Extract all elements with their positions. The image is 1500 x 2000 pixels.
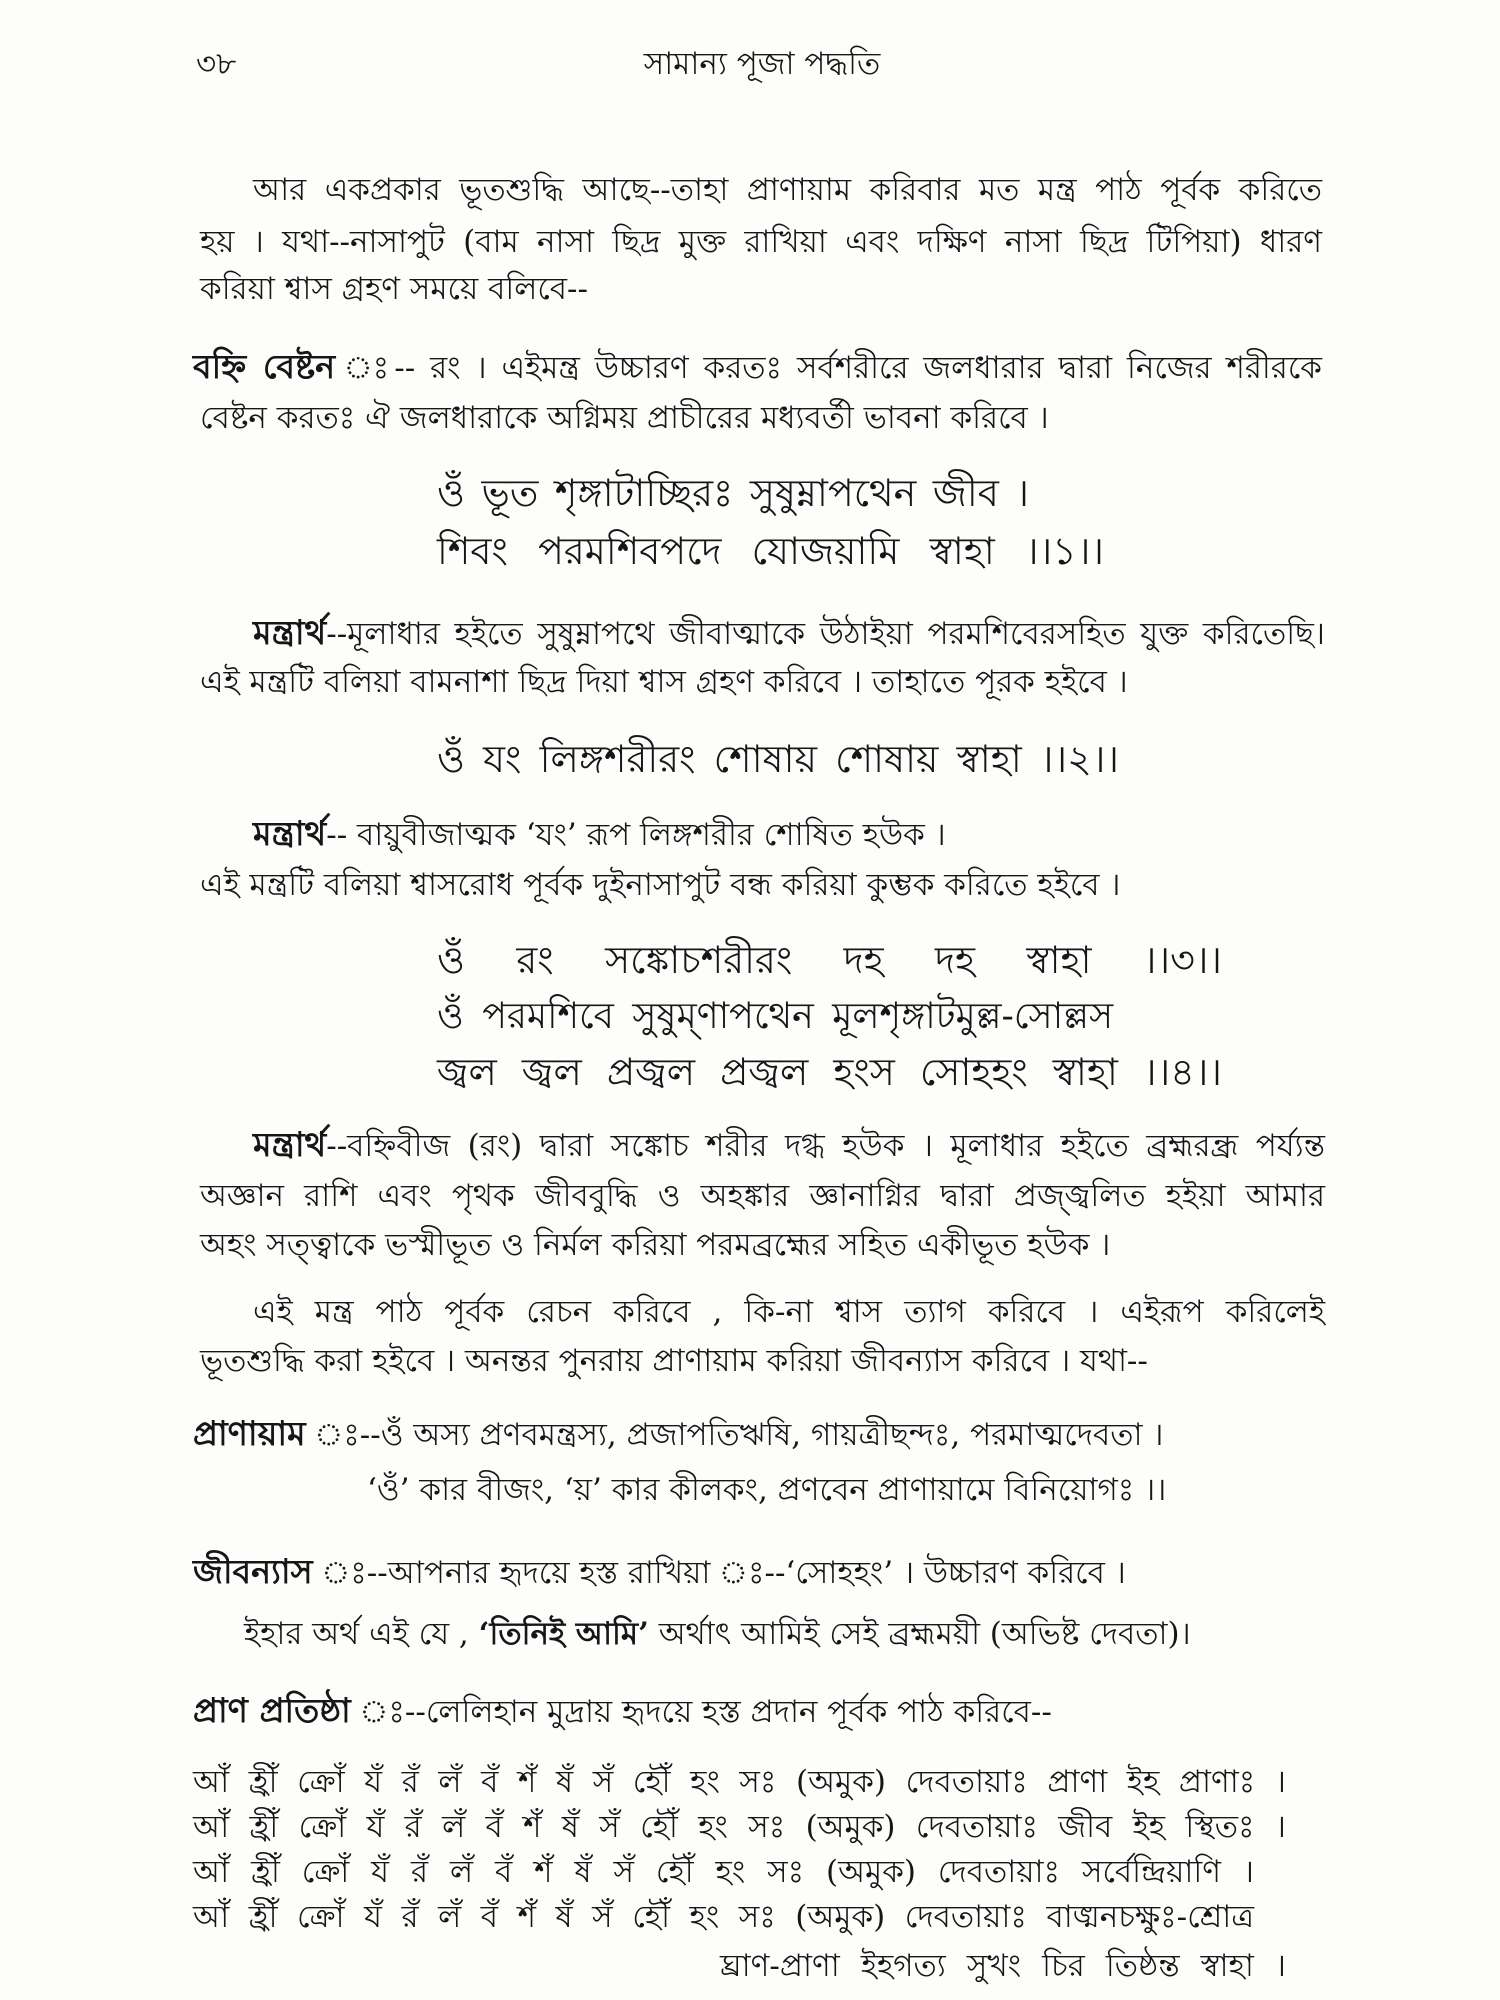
vahni-veshtan-text: ঃ-- রং । এইমন্ত্র উচ্চারণ করতঃ সর্বশরীরে জলধারার দ্বারা নিজের শরীরকে [335, 350, 1322, 386]
pran-pratishtha-mantra-line-5: ঘ্রাণ-প্রাণা ইহগত্য সুখং চির তিষ্ঠন্ত স্বাহা । [720, 1948, 1286, 1984]
rechan-line-1: এই মন্ত্র পাঠ পূর্বক রেচন করিবে , কি-না শ্বাস ত্যাগ করিবে । এইরূপ করিলেই [253, 1294, 1325, 1330]
meaning-1-label: মন্ত্রার্থ [253, 613, 327, 652]
meaning-2-text: -- বায়ুবীজাত্মক ‘যং’ রূপ লিঙ্গশরীর শোষিত হউক । [326, 817, 946, 853]
vahni-veshtan-line-1 [193, 345, 1322, 389]
meaning-2-label: মন্ত্রার্থ [253, 814, 327, 853]
pranayam-text: ঃ--ওঁ অস্য প্রণবমন্ত্রস্য, প্রজাপতিঋষি, গায়ত্রীছন্দঃ, পরমাত্মদেবতা । [305, 1417, 1164, 1453]
pran-pratishtha-mantra-line-2: আঁ হ্রীঁ ক্রোঁ যঁ রঁ লঁ বঁ শঁ ষঁ সঁ হৌঁ হং সঃ (অমুক) দেবতায়াঃ জীব ইহ স্থিতঃ । [193, 1809, 1286, 1845]
jivanyas-label: জীবন্যাস [193, 1552, 313, 1591]
intro-line-3: করিয়া শ্বাস গ্রহণ সময়ে বলিবে-- [200, 271, 588, 307]
mantra-2-line-1: ওঁ যং লিঙ্গশরীরং শোষায় শোষায় স্বাহা ।।২।। [437, 737, 1119, 781]
mantra-1-line-2: শিবং পরমশিবপদে যোজয়ামি স্বাহা ।।১।। [437, 529, 1104, 573]
page-title: সামান্য পূজা পদ্ধতি [643, 46, 881, 82]
vahni-veshtan-line-2: বেষ্টন করতঃ ঐ জলধারাকে অগ্নিময় প্রাচীরের মধ্যবর্তী ভাবনা করিবে । [200, 400, 1049, 436]
pran-pratishtha-line [193, 1689, 1325, 1733]
mantra-1-line-1: ওঁ ভূত শৃঙ্গাটাচ্ছিরঃ সুষুম্নাপথেন জীব । [437, 471, 1029, 515]
meaning-1-line-2: এই মন্ত্রটি বলিয়া বামনাশা ছিদ্র দিয়া শ্বাস গ্রহণ করিবে । তাহাতে পূরক হইবে । [200, 664, 1128, 700]
mantra-3-line-2: ওঁ পরমশিবে সুষুম্ণাপথেন মূলশৃঙ্গাটমুল্ল-সোল্লস [437, 994, 1113, 1037]
pran-pratishtha-mantra-line-1: আঁ হ্রীঁ ক্রোঁ যঁ রঁ লঁ বঁ শঁ ষঁ সঁ হৌঁ হং সঃ (অমুক) দেবতায়াঃ প্রাণা ইহ প্রাণাঃ । [193, 1764, 1286, 1800]
pranayam-label: প্রাণায়াম [193, 1414, 306, 1453]
jivanyas-meaning-line [244, 1612, 1344, 1656]
jivanyas-line-1 [193, 1550, 1325, 1594]
jivanyas-text: ঃ--আপনার হৃদয়ে হস্ত রাখিয়া ঃ--‘সোহহং’ । উচ্চারণ করিবে । [312, 1555, 1126, 1591]
jivanyas-meaning-before: ইহার অর্থ এই যে , [244, 1616, 479, 1652]
intro-line-1: আর একপ্রকার ভূতশুদ্ধি আছে--তাহা প্রাণায়াম করিবার মত মন্ত্র পাঠ পূর্বক করিতে [253, 172, 1322, 208]
pran-pratishtha-mantra-line-3: আঁ হ্রীঁ ক্রোঁ যঁ রঁ লঁ বঁ শঁ ষঁ সঁ হৌঁ হং সঃ (অমুক) দেবতায়াঃ সর্বেন্দ্রিয়াণি । [193, 1854, 1254, 1890]
pranayam-line-2: ‘ওঁ’ কার বীজং, ‘য়’ কার কীলকং, প্রণবেন প্রাণায়ামে বিনিয়োগঃ ।। [367, 1472, 1167, 1508]
pran-pratishtha-text: ঃ--লেলিহান মুদ্রায় হৃদয়ে হস্ত প্রদান পূর্বক পাঠ করিবে-- [350, 1694, 1052, 1730]
meaning-2-line-1 [253, 812, 1325, 856]
vahni-veshtan-label: বহ্নি বেষ্টন [193, 347, 336, 386]
intro-line-2: হয় । যথা--নাসাপুট (বাম নাসা ছিদ্র মুক্ত রাখিয়া এবং দক্ষিণ নাসা ছিদ্র টিপিয়া) ধারণ [200, 224, 1322, 260]
meaning-1-text: --মূলাধার হইতে সুষুম্নাপথে জীবাত্মাকে উঠাইয়া পরমশিবেরসহিত যুক্ত করিতেছি। [326, 616, 1325, 652]
meaning-3-label: মন্ত্রার্থ [253, 1125, 327, 1164]
rechan-line-2: ভূতশুদ্ধি করা হইবে । অনন্তর পুনরায় প্রাণায়াম করিয়া জীবন্যাস করিবে । যথা-- [200, 1343, 1148, 1379]
meaning-1-line-1 [253, 611, 1325, 655]
meaning-2-line-2: এই মন্ত্রটি বলিয়া শ্বাসরোধ পূর্বক দুইনাসাপুট বন্ধ করিয়া কুম্ভক করিতে হইবে । [200, 867, 1121, 903]
mantra-3-line-3: জ্বল জ্বল প্রজ্বল প্রজ্বল হংস সোহহং স্বাহা ।।৪।। [437, 1050, 1222, 1094]
jivanyas-meaning-after: অর্থাৎ আমিই সেই ব্রহ্মময়ী (অভিষ্ট দেবতা)। [648, 1616, 1191, 1652]
page-number: ৩৮ [196, 46, 237, 82]
mantra-3-line-1: ওঁ রং সঙ্কোচশরীরং দহ দহ স্বাহা ।।৩।। [437, 938, 1222, 982]
pran-pratishtha-label: প্রাণ প্রতিষ্ঠা [193, 1691, 351, 1730]
meaning-3-text: --বহ্নিবীজ (রং) দ্বারা সঙ্কোচ শরীর দগ্ধ হউক । মূলাধার হইতে ব্রহ্মরন্ধ্র পর্য্যন্ত [326, 1128, 1325, 1164]
meaning-3-line-1 [253, 1123, 1325, 1167]
jivanyas-meaning-emphasis: ‘তিনিই আমি’ [478, 1616, 649, 1652]
pranayam-line-1 [193, 1412, 1325, 1456]
pran-pratishtha-mantra-line-4: আঁ হ্রীঁ ক্রোঁ যঁ রঁ লঁ বঁ শঁ ষঁ সঁ হৌঁ হং সঃ (অমুক) দেবতায়াঃ বাঙ্মনচক্ষুঃ-শ্রোত্র [193, 1899, 1254, 1935]
meaning-3-line-3: অহং সত্ত্বাকে ভস্মীভূত ও নির্মল করিয়া পরমব্রহ্মের সহিত একীভূত হউক । [200, 1227, 1111, 1263]
meaning-3-line-2: অজ্ঞান রাশি এবং পৃথক জীববুদ্ধি ও অহঙ্কার জ্ঞানাগ্নির দ্বারা প্রজ্জ্বলিত হইয়া আমার [200, 1178, 1325, 1214]
